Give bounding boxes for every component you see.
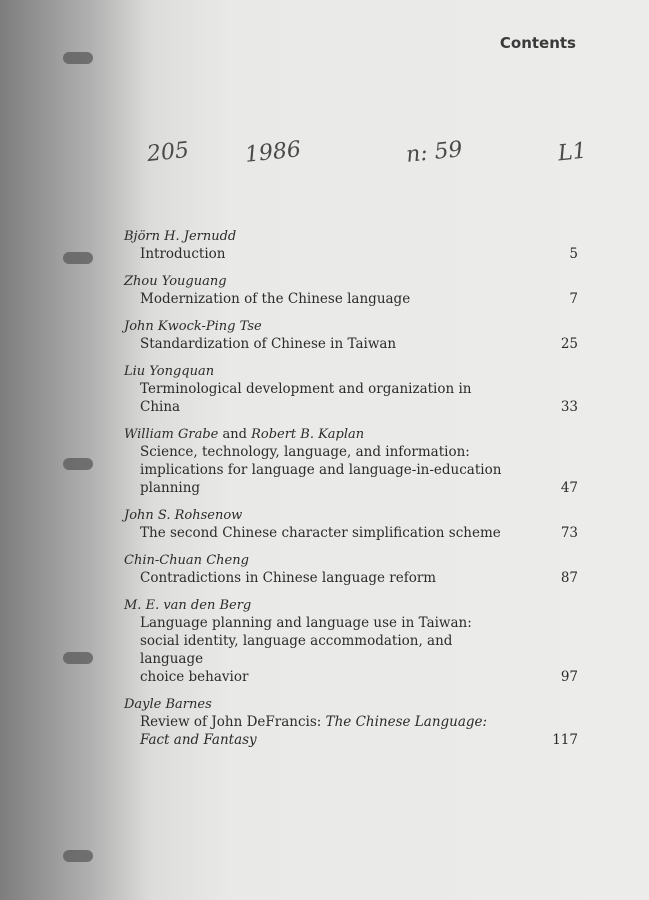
binding-hole	[63, 850, 93, 862]
entry-author	[124, 426, 578, 443]
author-name: Robert B. Kaplan	[251, 427, 365, 442]
handwritten-note: 205	[145, 137, 191, 168]
title-text: Review of John DeFrancis:	[140, 714, 326, 730]
table-of-contents	[124, 228, 578, 759]
entry-page-number: 33	[560, 399, 578, 415]
page-header: Contents	[499, 34, 576, 52]
entry-title: Introduction	[140, 246, 226, 262]
title-line: Science, technology, language, and information:	[140, 444, 470, 460]
toc-entry[interactable]	[124, 597, 578, 686]
toc-entry[interactable]	[124, 363, 578, 416]
entry-page-number: 5	[569, 246, 578, 262]
entry-title	[124, 614, 510, 686]
toc-entry[interactable]	[124, 426, 578, 497]
binding-hole	[63, 458, 93, 470]
entry-title: Standardization of Chinese in Taiwan	[140, 336, 397, 352]
title-line: Language planning and language use in Taiwan:	[140, 615, 472, 631]
entry-page-number: 47	[560, 480, 578, 496]
title-italic: The Chinese Language:	[325, 714, 488, 730]
entry-page-number: 73	[560, 525, 578, 541]
toc-entry[interactable]	[124, 318, 578, 353]
binding-hole	[63, 652, 93, 664]
title-line: planning	[140, 480, 201, 496]
entry-title: Modernization of the Chinese language	[140, 291, 411, 307]
author-name: William Grabe	[124, 427, 219, 442]
entry-page-number: 25	[560, 336, 578, 352]
entry-title: The second Chinese character simplification scheme	[140, 525, 501, 541]
entry-page-number: 97	[560, 669, 578, 685]
binding-hole	[63, 252, 93, 264]
entry-author: Chin-Chuan Cheng	[124, 553, 249, 568]
entry-author: John S. Rohsenow	[124, 508, 243, 523]
toc-entry[interactable]	[124, 696, 578, 749]
entry-title: Terminological development and organization in China	[140, 381, 472, 415]
title-line	[140, 713, 510, 731]
entry-author: Björn H. Jernudd	[124, 229, 237, 244]
title-line: choice behavior	[140, 669, 249, 685]
entry-author: Dayle Barnes	[124, 697, 212, 712]
entry-title: Contradictions in Chinese language reform	[140, 570, 437, 586]
toc-entry[interactable]	[124, 507, 578, 542]
toc-entry[interactable]	[124, 228, 578, 263]
entry-page-number: 7	[569, 291, 578, 307]
title-line: social identity, language accommodation, and language	[140, 633, 453, 667]
handwritten-note: n: 59	[404, 137, 464, 168]
entry-page-number: 87	[560, 570, 578, 586]
entry-title	[124, 713, 510, 749]
toc-entry[interactable]	[124, 273, 578, 308]
entry-page-number: 117	[552, 732, 578, 748]
author-conjunction: and	[222, 427, 247, 442]
title-line: Fact and Fantasy	[140, 732, 257, 748]
handwritten-note: 1986	[243, 137, 303, 168]
entry-author: Zhou Youguang	[124, 274, 227, 289]
binding-hole	[63, 52, 93, 64]
title-line: implications for language and language-in-education	[140, 462, 502, 478]
entry-title	[124, 443, 510, 497]
toc-entry[interactable]	[124, 552, 578, 587]
entry-author: Liu Yongquan	[124, 364, 215, 379]
handwritten-note: L1	[556, 138, 588, 167]
entry-author: John Kwock-Ping Tse	[124, 319, 262, 334]
entry-author: M. E. van den Berg	[124, 598, 252, 613]
